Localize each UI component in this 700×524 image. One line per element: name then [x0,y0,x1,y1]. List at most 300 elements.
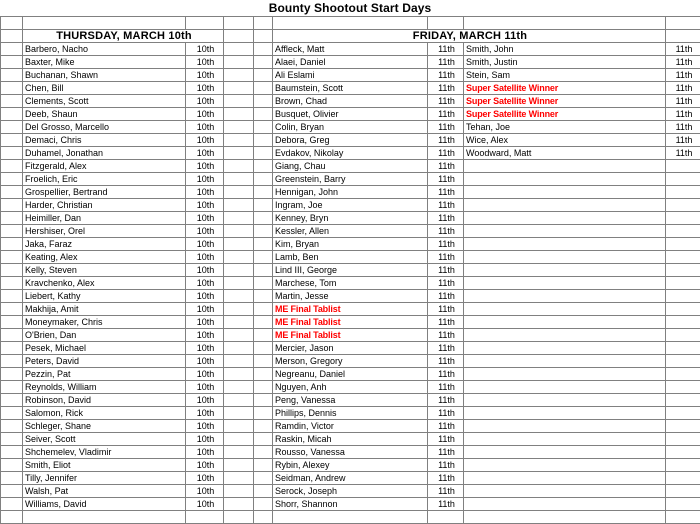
spacer-cell[interactable] [254,225,273,238]
spacer-cell[interactable] [254,368,273,381]
start-day-cell[interactable]: 11th [428,472,464,485]
spacer-cell[interactable] [254,238,273,251]
start-day-cell[interactable]: 11th [428,56,464,69]
spacer-cell[interactable] [254,485,273,498]
player-name-cell[interactable]: Kravchenko, Alex [23,277,186,290]
spacer-cell[interactable] [224,290,254,303]
start-day-cell[interactable]: 10th [186,69,224,82]
empty-cell[interactable] [464,329,666,342]
empty-cell[interactable] [464,498,666,511]
spacer-cell[interactable] [224,264,254,277]
start-day-cell[interactable]: 10th [186,446,224,459]
player-name-cell[interactable]: Fitzgerald, Alex [23,160,186,173]
spacer-cell[interactable] [254,82,273,95]
start-day-cell[interactable]: 11th [428,420,464,433]
start-day-cell[interactable]: 10th [186,238,224,251]
player-name-cell[interactable]: Walsh, Pat [23,485,186,498]
start-day-cell[interactable]: 11th [428,329,464,342]
start-day-cell[interactable]: 11th [428,264,464,277]
spacer-cell[interactable] [224,199,254,212]
start-day-cell[interactable]: 11th [428,251,464,264]
spacer-cell[interactable] [224,420,254,433]
start-day-cell[interactable]: 11th [428,381,464,394]
row-gutter-cell[interactable] [1,238,23,251]
start-day-cell[interactable]: 11th [428,303,464,316]
player-name-cell[interactable]: Kim, Bryan [273,238,428,251]
player-name-cell[interactable]: Williams, David [23,498,186,511]
spacer-cell[interactable] [224,498,254,511]
empty-cell[interactable] [666,485,700,498]
player-name-cell[interactable]: Deeb, Shaun [23,108,186,121]
spacer-cell[interactable] [254,69,273,82]
spacer-cell[interactable] [224,407,254,420]
start-day-cell[interactable]: 10th [186,225,224,238]
start-day-cell[interactable]: 10th [186,342,224,355]
empty-cell[interactable] [464,173,666,186]
player-name-cell[interactable]: Moneymaker, Chris [23,316,186,329]
player-name-cell[interactable]: Schleger, Shane [23,420,186,433]
spacer-cell[interactable] [254,95,273,108]
start-day-cell[interactable]: 11th [428,407,464,420]
empty-cell[interactable] [666,17,700,30]
start-day-cell[interactable]: 10th [186,420,224,433]
start-day-cell[interactable]: 10th [186,394,224,407]
empty-cell[interactable] [1,30,23,43]
spacer-cell[interactable] [224,433,254,446]
spacer-cell[interactable] [224,381,254,394]
start-day-cell[interactable]: 10th [186,264,224,277]
row-gutter-cell[interactable] [1,407,23,420]
start-day-cell[interactable]: 11th [428,186,464,199]
empty-cell[interactable] [464,225,666,238]
start-day-cell[interactable]: 10th [186,56,224,69]
spacer-cell[interactable] [254,381,273,394]
start-day-cell[interactable]: 11th [428,225,464,238]
start-day-cell[interactable]: 11th [428,277,464,290]
start-day-cell[interactable]: 10th [186,251,224,264]
empty-cell[interactable] [666,186,700,199]
row-gutter-cell[interactable] [1,433,23,446]
player-name-cell[interactable]: Seiver, Scott [23,433,186,446]
start-day-cell[interactable]: 11th [428,433,464,446]
empty-cell[interactable] [428,511,464,524]
empty-cell[interactable] [464,459,666,472]
row-gutter-cell[interactable] [1,303,23,316]
player-name-cell[interactable]: Shorr, Shannon [273,498,428,511]
row-gutter-cell[interactable] [1,147,23,160]
player-name-cell[interactable]: ME Final Tablist [273,303,428,316]
player-name-cell[interactable]: Kelly, Steven [23,264,186,277]
start-day-cell[interactable]: 10th [186,303,224,316]
player-name-cell[interactable]: Mercier, Jason [273,342,428,355]
start-day-cell[interactable]: 11th [666,121,700,134]
start-day-cell[interactable]: 11th [666,95,700,108]
start-day-cell[interactable]: 10th [186,147,224,160]
player-name-cell[interactable]: Rousso, Vanessa [273,446,428,459]
row-gutter-cell[interactable] [1,316,23,329]
empty-cell[interactable] [464,264,666,277]
spacer-cell[interactable] [254,498,273,511]
start-day-cell[interactable]: 11th [666,147,700,160]
row-gutter-cell[interactable] [1,173,23,186]
row-gutter-cell[interactable] [1,342,23,355]
empty-cell[interactable] [666,472,700,485]
start-day-cell[interactable]: 11th [428,173,464,186]
player-name-cell[interactable]: Baxter, Mike [23,56,186,69]
spacer-cell[interactable] [254,251,273,264]
start-day-cell[interactable]: 11th [428,446,464,459]
row-gutter-cell[interactable] [1,472,23,485]
start-day-cell[interactable]: 11th [428,316,464,329]
player-name-cell[interactable]: Kenney, Bryn [273,212,428,225]
spacer-cell[interactable] [254,264,273,277]
empty-cell[interactable] [464,199,666,212]
spacer-cell[interactable] [224,212,254,225]
spacer-cell[interactable] [224,251,254,264]
spacer-cell[interactable] [224,511,254,524]
spacer-cell[interactable] [254,316,273,329]
empty-cell[interactable] [666,368,700,381]
empty-cell[interactable] [428,17,464,30]
player-name-cell[interactable]: Jaka, Faraz [23,238,186,251]
empty-cell[interactable] [666,420,700,433]
player-name-cell[interactable]: Super Satellite Winner [464,95,666,108]
start-day-cell[interactable]: 10th [186,459,224,472]
player-name-cell[interactable]: Baumstein, Scott [273,82,428,95]
player-name-cell[interactable]: Lind III, George [273,264,428,277]
spacer-cell[interactable] [224,69,254,82]
empty-cell[interactable] [464,212,666,225]
start-day-cell[interactable]: 10th [186,472,224,485]
empty-cell[interactable] [666,277,700,290]
player-name-cell[interactable]: Nguyen, Anh [273,381,428,394]
row-gutter-cell[interactable] [1,108,23,121]
player-name-cell[interactable]: Seidman, Andrew [273,472,428,485]
spacer-cell[interactable] [224,459,254,472]
empty-cell[interactable] [464,420,666,433]
empty-cell[interactable] [666,290,700,303]
spacer-cell[interactable] [224,394,254,407]
spacer-cell[interactable] [224,43,254,56]
empty-cell[interactable] [464,17,666,30]
player-name-cell[interactable]: Robinson, David [23,394,186,407]
player-name-cell[interactable]: Ramdin, Victor [273,420,428,433]
empty-cell[interactable] [666,394,700,407]
player-name-cell[interactable]: Smith, John [464,43,666,56]
empty-cell[interactable] [464,251,666,264]
player-name-cell[interactable]: Shchemelev, Vladimir [23,446,186,459]
empty-cell[interactable] [224,17,254,30]
player-name-cell[interactable]: Ali Eslami [273,69,428,82]
spacer-cell[interactable] [254,394,273,407]
row-gutter-cell[interactable] [1,69,23,82]
start-day-cell[interactable]: 11th [428,290,464,303]
spacer-cell[interactable] [224,134,254,147]
spacer-cell[interactable] [224,173,254,186]
player-name-cell[interactable]: Woodward, Matt [464,147,666,160]
player-name-cell[interactable]: Harder, Christian [23,199,186,212]
empty-cell[interactable] [464,355,666,368]
spacer-cell[interactable] [224,56,254,69]
start-day-cell[interactable]: 11th [428,498,464,511]
player-name-cell[interactable]: Busquet, Olivier [273,108,428,121]
start-day-cell[interactable]: 11th [428,95,464,108]
spacer-cell[interactable] [254,459,273,472]
start-day-cell[interactable]: 11th [666,134,700,147]
start-day-cell[interactable]: 11th [428,355,464,368]
spacer-cell[interactable] [224,147,254,160]
start-day-cell[interactable]: 10th [186,134,224,147]
empty-cell[interactable] [464,316,666,329]
start-day-cell[interactable]: 10th [186,290,224,303]
empty-cell[interactable] [666,238,700,251]
empty-cell[interactable] [666,316,700,329]
player-name-cell[interactable]: Smith, Justin [464,56,666,69]
player-name-cell[interactable]: Phillips, Dennis [273,407,428,420]
player-name-cell[interactable]: Duhamel, Jonathan [23,147,186,160]
empty-cell[interactable] [666,459,700,472]
spacer-cell[interactable] [254,173,273,186]
empty-cell[interactable] [464,433,666,446]
player-name-cell[interactable]: Colin, Bryan [273,121,428,134]
start-day-cell[interactable]: 10th [186,160,224,173]
empty-cell[interactable] [464,342,666,355]
spacer-cell[interactable] [224,355,254,368]
player-name-cell[interactable]: Evdakov, Nikolay [273,147,428,160]
start-day-cell[interactable]: 11th [428,121,464,134]
empty-cell[interactable] [464,160,666,173]
empty-cell[interactable] [464,238,666,251]
player-name-cell[interactable]: Liebert, Kathy [23,290,186,303]
player-name-cell[interactable]: Hershiser, Orel [23,225,186,238]
start-day-cell[interactable]: 10th [186,407,224,420]
empty-cell[interactable] [666,173,700,186]
row-gutter-cell[interactable] [1,251,23,264]
start-day-cell[interactable]: 10th [186,82,224,95]
player-name-cell[interactable]: Greenstein, Barry [273,173,428,186]
start-day-cell[interactable]: 11th [428,368,464,381]
empty-cell[interactable] [464,277,666,290]
start-day-cell[interactable]: 10th [186,485,224,498]
spacer-cell[interactable] [224,95,254,108]
start-day-cell[interactable]: 11th [428,238,464,251]
row-gutter-cell[interactable] [1,290,23,303]
player-name-cell[interactable]: Demaci, Chris [23,134,186,147]
empty-cell[interactable] [273,17,428,30]
start-day-cell[interactable]: 10th [186,199,224,212]
start-day-cell[interactable]: 10th [186,316,224,329]
spacer-cell[interactable] [224,303,254,316]
empty-cell[interactable] [464,381,666,394]
empty-cell[interactable] [666,30,700,43]
player-name-cell[interactable]: Makhija, Amit [23,303,186,316]
row-gutter-cell[interactable] [1,394,23,407]
empty-cell[interactable] [666,342,700,355]
start-day-cell[interactable]: 11th [428,134,464,147]
player-name-cell[interactable]: Grospellier, Bertrand [23,186,186,199]
start-day-cell[interactable]: 10th [186,121,224,134]
empty-cell[interactable] [666,225,700,238]
empty-cell[interactable] [186,511,224,524]
player-name-cell[interactable]: Tehan, Joe [464,121,666,134]
empty-cell[interactable] [666,303,700,316]
row-gutter-cell[interactable] [1,82,23,95]
spacer-cell[interactable] [254,342,273,355]
empty-cell[interactable] [464,472,666,485]
spacer-cell[interactable] [254,446,273,459]
start-day-cell[interactable]: 11th [428,394,464,407]
empty-cell[interactable] [1,17,23,30]
start-day-cell[interactable]: 11th [428,69,464,82]
spacer-cell[interactable] [254,290,273,303]
player-name-cell[interactable]: Peng, Vanessa [273,394,428,407]
player-name-cell[interactable]: Marchese, Tom [273,277,428,290]
empty-cell[interactable] [666,199,700,212]
start-day-cell[interactable]: 10th [186,95,224,108]
player-name-cell[interactable]: Kessler, Allen [273,225,428,238]
start-day-cell[interactable]: 11th [428,160,464,173]
player-name-cell[interactable]: Heimiller, Dan [23,212,186,225]
row-gutter-cell[interactable] [1,225,23,238]
row-gutter-cell[interactable] [1,264,23,277]
spacer-cell[interactable] [254,43,273,56]
empty-cell[interactable] [254,17,273,30]
row-gutter-cell[interactable] [1,212,23,225]
start-day-cell[interactable]: 11th [428,108,464,121]
row-gutter-cell[interactable] [1,498,23,511]
row-gutter-cell[interactable] [1,56,23,69]
start-day-cell[interactable]: 10th [186,368,224,381]
start-day-cell[interactable]: 11th [428,459,464,472]
row-gutter-cell[interactable] [1,511,23,524]
spacer-cell[interactable] [224,342,254,355]
spacer-cell[interactable] [254,199,273,212]
row-gutter-cell[interactable] [1,446,23,459]
start-day-cell[interactable]: 10th [186,355,224,368]
start-day-cell[interactable]: 10th [186,381,224,394]
spacer-cell[interactable] [254,121,273,134]
spacer-cell[interactable] [254,420,273,433]
empty-cell[interactable] [464,407,666,420]
player-name-cell[interactable]: Ingram, Joe [273,199,428,212]
spacer-cell[interactable] [254,355,273,368]
start-day-cell[interactable]: 10th [186,277,224,290]
spacer-cell[interactable] [254,277,273,290]
spacer-cell[interactable] [254,134,273,147]
player-name-cell[interactable]: Affleck, Matt [273,43,428,56]
player-name-cell[interactable]: Del Grosso, Marcello [23,121,186,134]
start-day-cell[interactable]: 10th [186,329,224,342]
start-day-cell[interactable]: 11th [666,108,700,121]
spacer-cell[interactable] [254,186,273,199]
spacer-cell[interactable] [254,160,273,173]
spacer-cell[interactable] [254,108,273,121]
start-day-cell[interactable]: 10th [186,43,224,56]
player-name-cell[interactable]: Chen, Bill [23,82,186,95]
empty-cell[interactable] [666,160,700,173]
row-gutter-cell[interactable] [1,43,23,56]
player-name-cell[interactable]: Stein, Sam [464,69,666,82]
player-name-cell[interactable]: Hennigan, John [273,186,428,199]
row-gutter-cell[interactable] [1,186,23,199]
empty-cell[interactable] [273,511,428,524]
player-name-cell[interactable]: Super Satellite Winner [464,108,666,121]
player-name-cell[interactable]: Salomon, Rick [23,407,186,420]
start-day-cell[interactable]: 11th [428,82,464,95]
spacer-cell[interactable] [224,225,254,238]
start-day-cell[interactable]: 11th [428,212,464,225]
empty-cell[interactable] [224,30,254,43]
spacer-cell[interactable] [224,186,254,199]
player-name-cell[interactable]: Debora, Greg [273,134,428,147]
player-name-cell[interactable]: Keating, Alex [23,251,186,264]
row-gutter-cell[interactable] [1,459,23,472]
row-gutter-cell[interactable] [1,199,23,212]
spacer-cell[interactable] [224,160,254,173]
start-day-cell[interactable]: 11th [428,199,464,212]
player-name-cell[interactable]: Barbero, Nacho [23,43,186,56]
empty-cell[interactable] [666,264,700,277]
empty-cell[interactable] [23,511,186,524]
row-gutter-cell[interactable] [1,329,23,342]
player-name-cell[interactable]: Peters, David [23,355,186,368]
start-day-cell[interactable]: 11th [666,43,700,56]
spacer-cell[interactable] [224,121,254,134]
player-name-cell[interactable]: Pezzin, Pat [23,368,186,381]
row-gutter-cell[interactable] [1,277,23,290]
spacer-cell[interactable] [254,472,273,485]
player-name-cell[interactable]: Clements, Scott [23,95,186,108]
row-gutter-cell[interactable] [1,381,23,394]
player-name-cell[interactable]: Smith, Eliot [23,459,186,472]
row-gutter-cell[interactable] [1,95,23,108]
empty-cell[interactable] [464,394,666,407]
start-day-cell[interactable]: 11th [666,82,700,95]
start-day-cell[interactable]: 10th [186,108,224,121]
player-name-cell[interactable]: ME Final Tablist [273,329,428,342]
start-day-cell[interactable]: 11th [428,43,464,56]
empty-cell[interactable] [464,186,666,199]
empty-cell[interactable] [666,212,700,225]
empty-cell[interactable] [464,368,666,381]
empty-cell[interactable] [666,446,700,459]
spacer-cell[interactable] [224,108,254,121]
spacer-cell[interactable] [224,277,254,290]
start-day-cell[interactable]: 10th [186,498,224,511]
player-name-cell[interactable]: Super Satellite Winner [464,82,666,95]
spacer-cell[interactable] [224,368,254,381]
spacer-cell[interactable] [254,433,273,446]
start-day-cell[interactable]: 11th [428,342,464,355]
player-name-cell[interactable]: Brown, Chad [273,95,428,108]
empty-cell[interactable] [464,511,666,524]
row-gutter-cell[interactable] [1,368,23,381]
player-name-cell[interactable]: Pesek, Michael [23,342,186,355]
start-day-cell[interactable]: 11th [666,69,700,82]
empty-cell[interactable] [464,290,666,303]
spacer-cell[interactable] [224,82,254,95]
empty-cell[interactable] [666,407,700,420]
start-day-cell[interactable]: 10th [186,173,224,186]
empty-cell[interactable] [666,251,700,264]
empty-cell[interactable] [666,381,700,394]
row-gutter-cell[interactable] [1,355,23,368]
row-gutter-cell[interactable] [1,134,23,147]
row-gutter-cell[interactable] [1,420,23,433]
empty-cell[interactable] [666,511,700,524]
player-name-cell[interactable]: Reynolds, William [23,381,186,394]
player-name-cell[interactable]: Negreanu, Daniel [273,368,428,381]
